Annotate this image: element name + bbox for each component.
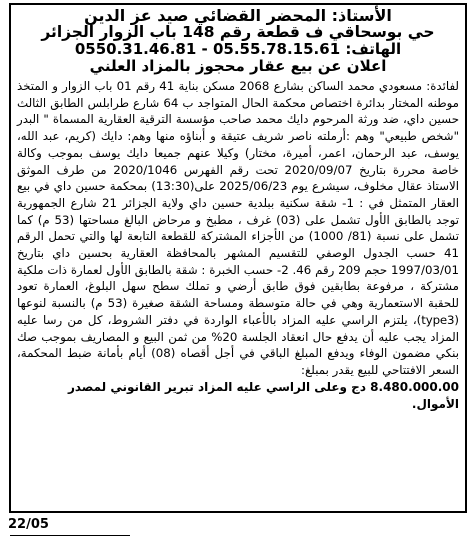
bailiff-phone: الهاتف: 05.55.78.15.61 - 0550.31.46.81 — [74, 40, 402, 58]
page-code: 22/05 — [8, 517, 49, 532]
notice-body: لفائدة: مسعودي محمد الساكن بشارع 2068 مسكن بناية 41 رقم 01 باب الزوار و المتخذ موطنه المختار بدائرة اختصاص محكمة الحال المتواجد ب 64 شارع طرابلس الطابق الثالث حسين داي، ضد ورثة المرحوم دايك محمد صاحب مؤسسة الترقية العقارية المسماة " البدر "شخص طبيعي" وهم :أرملته ناصر شريف عتيقة و أبناؤه منها وهم: دايك (كريم، عبد الله، يوسف، عبد الرحمان، اعمر، أميرة، مختار) وكيلا عنهم جميعا دايك يوسف بموجب وكالة خاصة محررة بتاريخ 2020/09/07 تحت رقم الفهرس 2020/1046 من طرف الموثق الاستاذ عقال مخلوف، سيشرع يوم 2025/06/23 على(13:30) بمحكمة حسين داي في بيع العقار المتمثل في : 1- شقة سكنية ببلدية حسين داي ولاية الجزائر 21 شارع الجمهورية توجد بالطابق الأول تشمل على (03) غرف ، مطبخ و مرحاض البالغ مساحتها (53 م) كما تشمل على نسبة (81/ 1000) من الأجزاء المشتركة للقطعة التابعة لها والتي تحمل الرقم 41 حسب الجدول الوصفي للتقسيم المشهر بالمحافظة العقارية بحسين داي بتاريخ 1997/03/01 حجم 209 رقم 46. 2- حسب الخبرة : شقة بالطابق الأول لعمارة ذات ملكية مشتركة ، مرفوعة بطابقين فوق طابق أرضي و تملك سطح سهل البلوغ، العمارة تعود للحقبة الاستعمارية وهي في حالة متوسطة ومساحة الشقة صغيرة (53 م) بالنسبة لنوعها (type3)، يلتزم الراسي عليه المزاد بالأعباء الواردة في دفتر الشروط، كل من رسا عليه المزاد يجب عليه أن يدفع حال انعقاد الجلسة 20% من ثمن البيع و المصاريف بموجب صك بنكي مضمون الوفاء ويدفع المبلغ الباقي في أجل أقصاه (08) أيام بأمانة ضبط المحكمة، السعر الافتتاحي للبيع يقدر بمبلغ: — [17, 79, 460, 377]
bailiff-address: حي بوسحاقي ف قطعة رقم 148 باب الزوار الجزائر — [41, 23, 435, 41]
opening-price: 8.480.000.00 دج وعلى الراسي عليه المزاد تبرير القانوني لمصدر الأموال. — [67, 379, 459, 411]
bailiff-name: الأستاذ: المحضر القضائي صيد عز الدين — [84, 6, 392, 25]
auction-notice — [9, 3, 467, 513]
footer-rule — [10, 535, 130, 536]
notice-title: اعلان عن بيع عقار محجوز بالمزاد العلني — [89, 57, 387, 75]
